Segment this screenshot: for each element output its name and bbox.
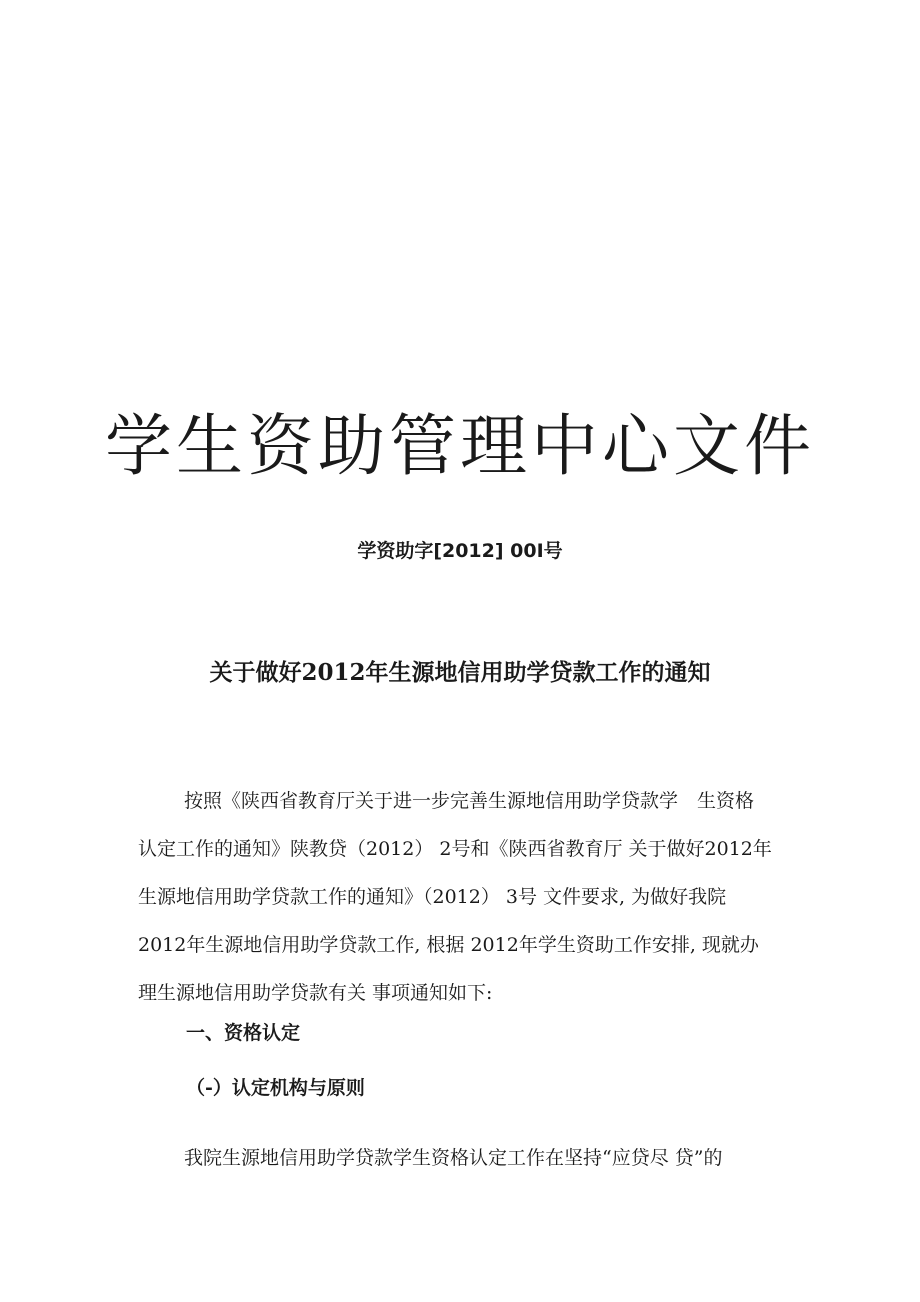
section-heading-qualification: 一、资格认定 bbox=[186, 1022, 301, 1044]
body-paragraph-1 bbox=[138, 777, 788, 1017]
body-paragraph-2: 我院生源地信用助学贷款学生资格认定工作在坚持“应贷尽 贷”的 bbox=[184, 1147, 723, 1169]
document-title: 学生资助管理中心文件 bbox=[105, 407, 815, 485]
paragraph-line: 生源地信用助学贷款工作的通知》（2012） 3号 文件要求, 为做好我院 bbox=[138, 886, 727, 908]
notice-title: 关于做好2012年生源地信用助学贷款工作的通知 bbox=[209, 659, 711, 686]
paragraph-line: 2012年生源地信用助学贷款工作, 根据 2012年学生资助工作安排, 现就办 bbox=[138, 934, 759, 956]
document-number: 学资助字[2012] 00I号 bbox=[357, 540, 563, 562]
subsection-heading-institution: （-）认定机构与原则 bbox=[186, 1077, 365, 1099]
paragraph-line: 按照《陕西省教育厅关于进一步完善生源地信用助学贷款学 生资格 bbox=[184, 790, 755, 812]
paragraph-line: 理生源地信用助学贷款有关 事项通知如下: bbox=[138, 982, 493, 1004]
paragraph-line: 认定工作的通知》陕教贷（2012） 2号和《陕西省教育厅 关于做好2012年 bbox=[138, 838, 772, 860]
